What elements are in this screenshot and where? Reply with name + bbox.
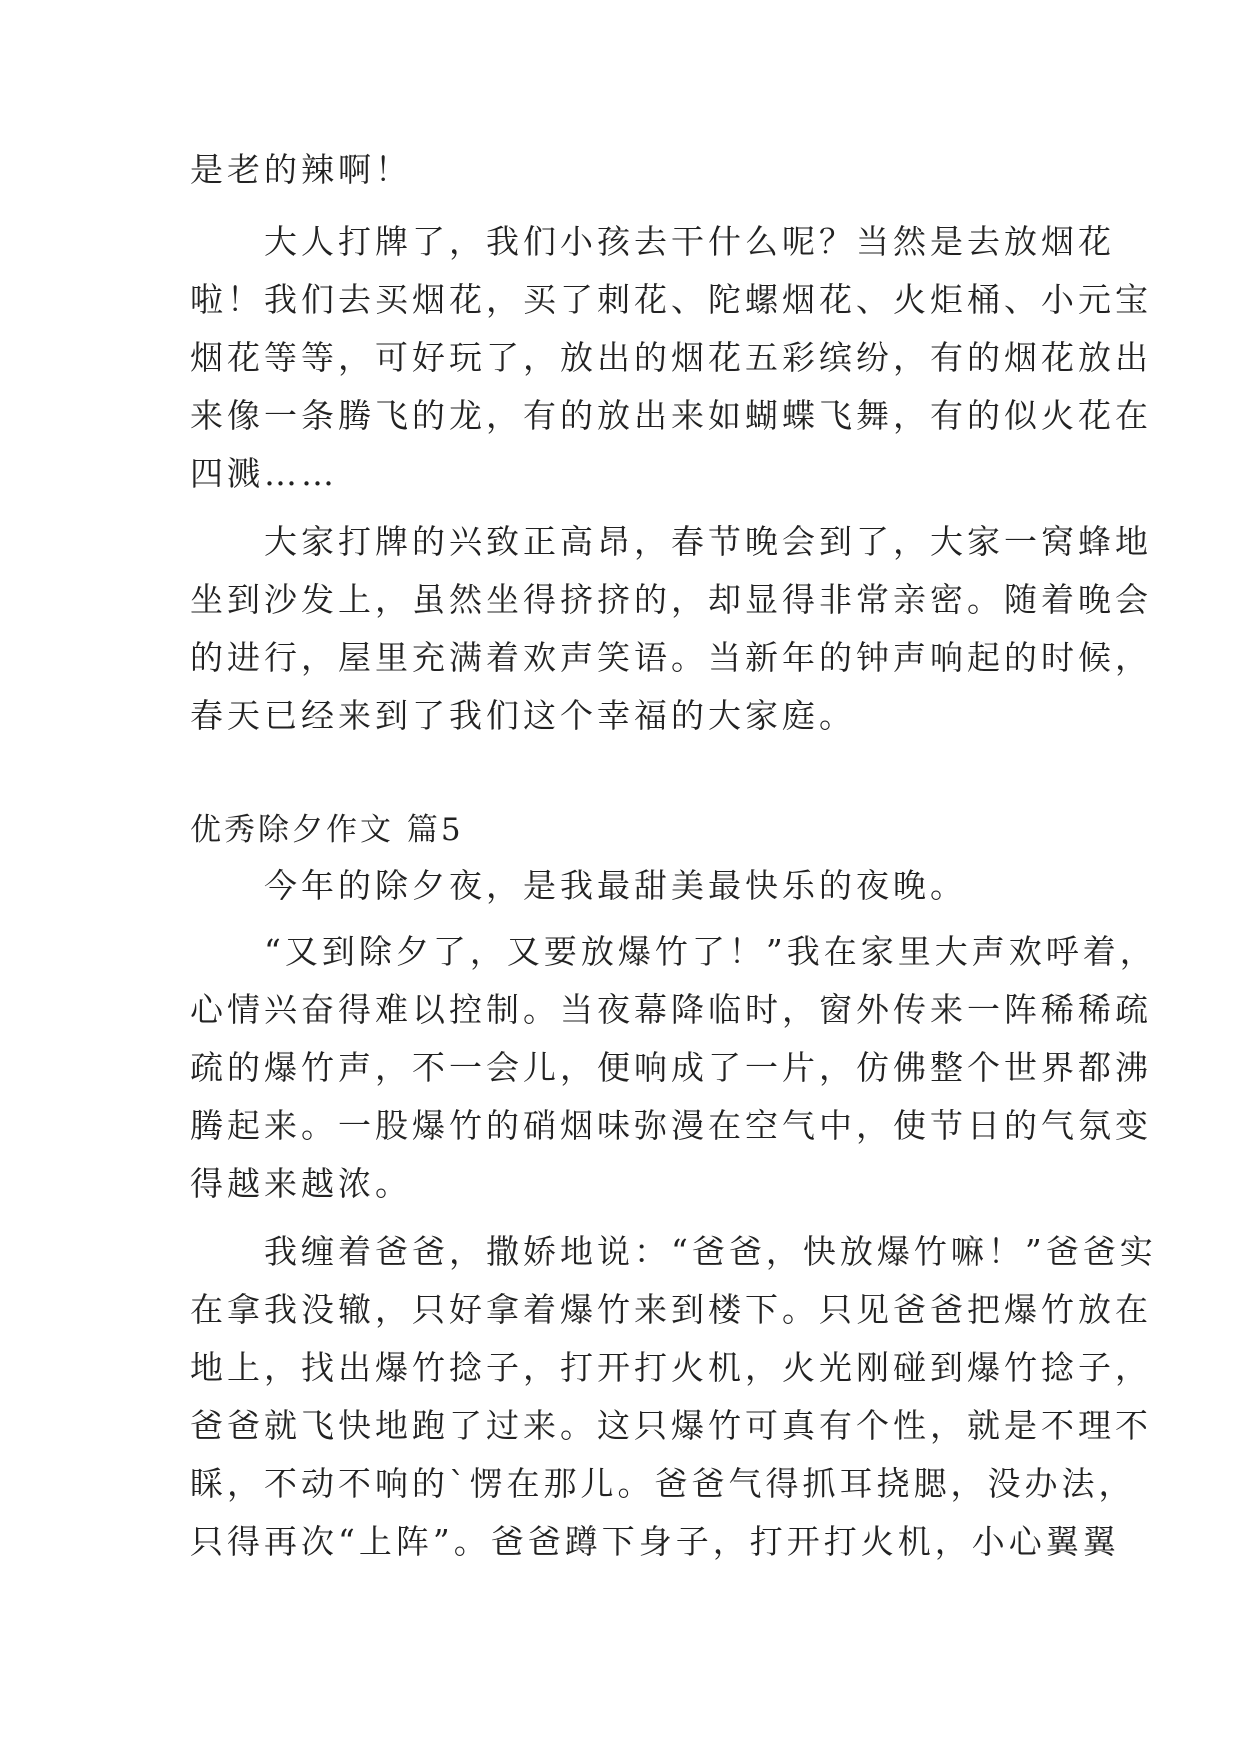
text-line: 坐到沙发上，虽然坐得挤挤的，却显得非常亲密。随着晚会 [190,580,1152,619]
text-line: 腾起来。一股爆竹的硝烟味弥漫在空气中，使节日的气氛变 [190,1106,1152,1145]
section-heading: 优秀除夕作文 篇5 [190,812,464,848]
text-line: 只得再次“上阵”。爸爸蹲下身子，打开打火机，小心翼翼 [190,1522,1120,1561]
text-line: 春天已经来到了我们这个幸福的大家庭。 [190,696,856,735]
text-line: 是老的辣啊！ [190,150,412,189]
text-line: 啦！我们去买烟花，买了刺花、陀螺烟花、火炬桶、小元宝 [190,280,1152,319]
text-line: 疏的爆竹声，不一会儿，便响成了一片，仿佛整个世界都沸 [190,1048,1152,1087]
text-line: 地上，找出爆竹捻子，打开打火机，火光刚碰到爆竹捻子， [190,1348,1152,1387]
text-line: 来像一条腾飞的龙，有的放出来如蝴蝶飞舞，有的似火花在 [190,396,1152,435]
text-line: 四溅…… [190,454,338,493]
text-line: 睬，不动不响的`愣在那儿。爸爸气得抓耳挠腮，没办法， [190,1464,1136,1503]
text-line: 大人打牌了，我们小孩去干什么呢？当然是去放烟花 [190,222,1115,261]
text-line: 我缠着爸爸，撒娇地说：“爸爸，快放爆竹嘛！”爸爸实 [190,1232,1157,1271]
text-line: 在拿我没辙，只好拿着爆竹来到楼下。只见爸爸把爆竹放在 [190,1290,1152,1329]
text-line: 心情兴奋得难以控制。当夜幕降临时，窗外传来一阵稀稀疏 [190,990,1152,1029]
text-line: 得越来越浓。 [190,1164,412,1203]
text-line: 烟花等等，可好玩了，放出的烟花五彩缤纷，有的烟花放出 [190,338,1152,377]
text-line: “又到除夕了，又要放爆竹了！”我在家里大声欢呼着， [190,932,1157,971]
text-line: 今年的除夕夜，是我最甜美最快乐的夜晚。 [190,866,967,905]
text-line: 爸爸就飞快地跑了过来。这只爆竹可真有个性，就是不理不 [190,1406,1152,1445]
text-line: 大家打牌的兴致正高昂，春节晚会到了，大家一窝蜂地 [190,522,1152,561]
text-line: 的进行，屋里充满着欢声笑语。当新年的钟声响起的时候， [190,638,1152,677]
